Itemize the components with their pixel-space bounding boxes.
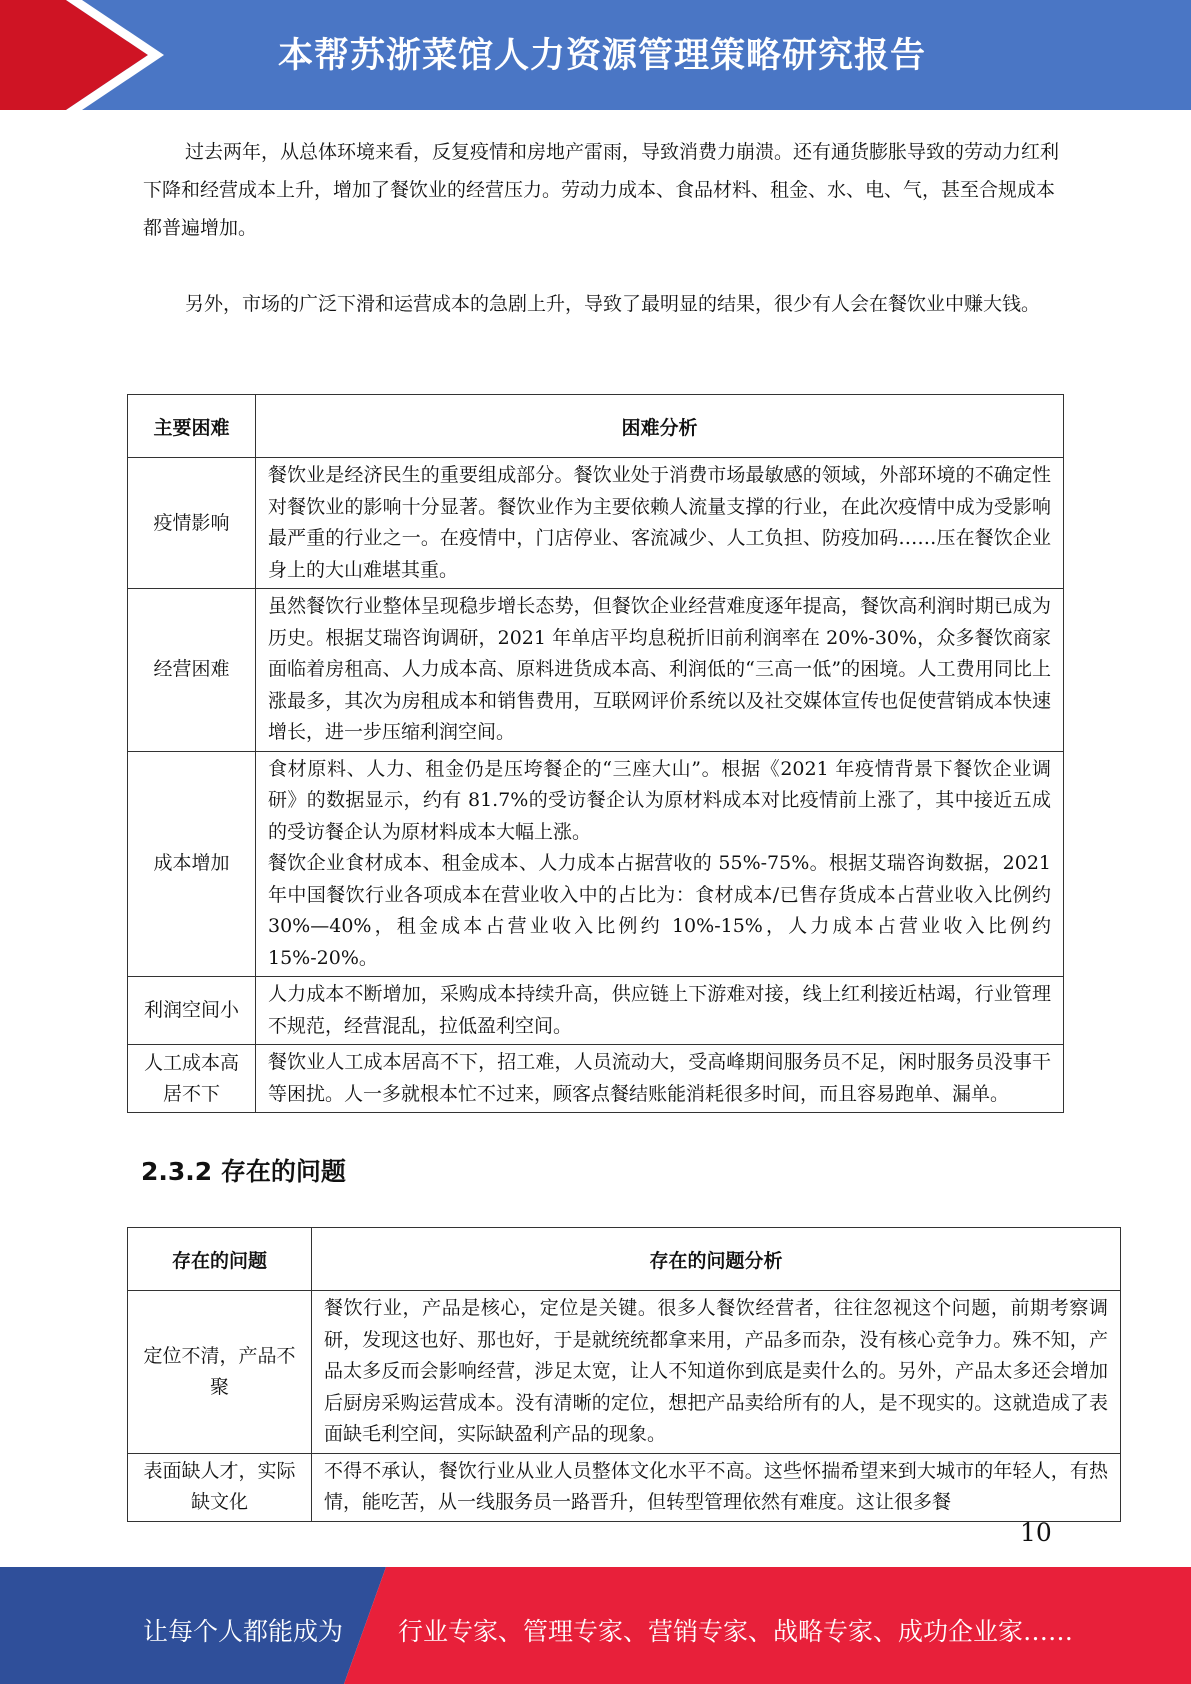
row-label: 疫情影响 <box>128 458 256 589</box>
column-header: 存在的问题分析 <box>312 1228 1121 1291</box>
row-label: 表面缺人才，实际缺文化 <box>128 1453 312 1521</box>
table-row <box>128 977 1064 1045</box>
row-text: 人力成本不断增加，采购成本持续升高，供应链上下游难对接，线上红利接近枯竭，行业管理不规范，经营混乱，拉低盈利空间。 <box>256 977 1064 1045</box>
row-text: 餐饮业是经济民生的重要组成部分。餐饮业处于消费市场最敏感的领域，外部环境的不确定性对餐饮业的影响十分显著。餐饮业作为主要依赖人流量支撑的行业，在此次疫情中成为受影响最严重的行业之一。在疫情中，门店停业、客流减少、人工负担、防疫加码……压在餐饮企业身上的大山难堪其重。 <box>256 458 1064 589</box>
page-number: 10 <box>1020 1518 1052 1547</box>
table-row <box>128 751 1064 977</box>
table-row <box>128 1291 1121 1454</box>
table-row <box>128 1045 1064 1113</box>
table-row <box>128 1453 1121 1521</box>
column-header: 困难分析 <box>256 395 1064 458</box>
difficulties-table <box>127 394 1064 1113</box>
row-text: 餐饮业人工成本居高不下，招工难，人员流动大，受高峰期间服务员不足，闲时服务员没事干等困扰。人一多就根本忙不过来，顾客点餐结账能消耗很多时间，而且容易跑单、漏单。 <box>256 1045 1064 1113</box>
row-text-continued: 餐饮企业食材成本、租金成本、人力成本占据营收的 55%-75%。根据艾瑞咨询数据，2021 年中国餐饮行业各项成本在营业收入中的占比为：食材成本/已售存货成本占营业收入比例约 30%—40%，租金成本占营业收入比例约 10%-15%，人力成本占营业收入比例约 15%-20%。 <box>268 852 1051 969</box>
problems-table <box>127 1227 1121 1522</box>
column-header: 存在的问题 <box>128 1228 312 1291</box>
row-label: 经营困难 <box>128 589 256 752</box>
report-title: 本帮苏浙菜馆人力资源管理策略研究报告 <box>278 36 927 76</box>
table-header-row <box>128 1228 1121 1291</box>
row-label: 人工成本高居不下 <box>128 1045 256 1113</box>
row-text: 餐饮行业，产品是核心，定位是关键。很多人餐饮经营者，往往忽视这个问题，前期考察调研，发现这也好、那也好，于是就统统都拿来用，产品多而杂，没有核心竞争力。殊不知，产品太多反而会影响经营，涉足太宽，让人不知道你到底是卖什么的。另外，产品太多还会增加后厨房采购运营成本。没有清晰的定位，想把产品卖给所有的人，是不现实的。这就造成了表面缺毛利空间，实际缺盈利产品的现象。 <box>312 1291 1121 1454</box>
paragraph-2: 另外，市场的广泛下滑和运营成本的急剧上升，导致了最明显的结果，很少有人会在餐饮业中赚大钱。 <box>185 293 1041 315</box>
table-row <box>128 589 1064 752</box>
row-text: 虽然餐饮行业整体呈现稳步增长态势，但餐饮企业经营难度逐年提高，餐饮高利润时期已成为历史。根据艾瑞咨询调研，2021 年单店平均息税折旧前利润率在 20%-30%，众多餐饮商家面临着房租高、人力成本高、原料进货成本高、利润低的“三高一低”的困境。人工费用同比上涨最多，其次为房租成本和销售费用，互联网评价系统以及社交媒体宣传也促使营销成本快速增长，进一步压缩利润空间。 <box>256 589 1064 752</box>
footer-slogan-right: 行业专家、管理专家、营销专家、战略专家、成功企业家…… <box>398 1617 1074 1646</box>
page-footer <box>0 1567 1191 1684</box>
row-label: 定位不清，产品不聚 <box>128 1291 312 1454</box>
paragraph-1: 过去两年，从总体环境来看，反复疫情和房地产雷雨，导致消费力崩溃。还有通货膨胀导致的劳动力红利下降和经营成本上升，增加了餐饮业的经营压力。劳动力成本、食品材料、租金、水、电、气，甚至合规成本都普遍增加。 <box>143 141 1060 239</box>
section-heading: 2.3.2 存在的问题 <box>141 1157 346 1186</box>
row-text: 食材原料、人力、租金仍是压垮餐企的“三座大山”。根据《2021 年疫情背景下餐饮企业调研》的数据显示，约有 81.7%的受访餐企认为原材料成本对比疫情前上涨了，其中接近五成的受访餐企认为原材料成本大幅上涨。 <box>268 757 1051 843</box>
table-header-row <box>128 395 1064 458</box>
row-label: 成本增加 <box>128 751 256 977</box>
column-header: 主要困难 <box>128 395 256 458</box>
row-text: 不得不承认，餐饮行业从业人员整体文化水平不高。这些怀揣希望来到大城市的年轻人，有热情，能吃苦，从一线服务员一路晋升，但转型管理依然有难度。这让很多餐 <box>312 1453 1121 1521</box>
row-label: 利润空间小 <box>128 977 256 1045</box>
row-text-cell <box>256 751 1064 977</box>
page-header <box>0 0 1191 110</box>
footer-slogan-left: 让每个人都能成为 <box>143 1617 344 1646</box>
table-row <box>128 458 1064 589</box>
